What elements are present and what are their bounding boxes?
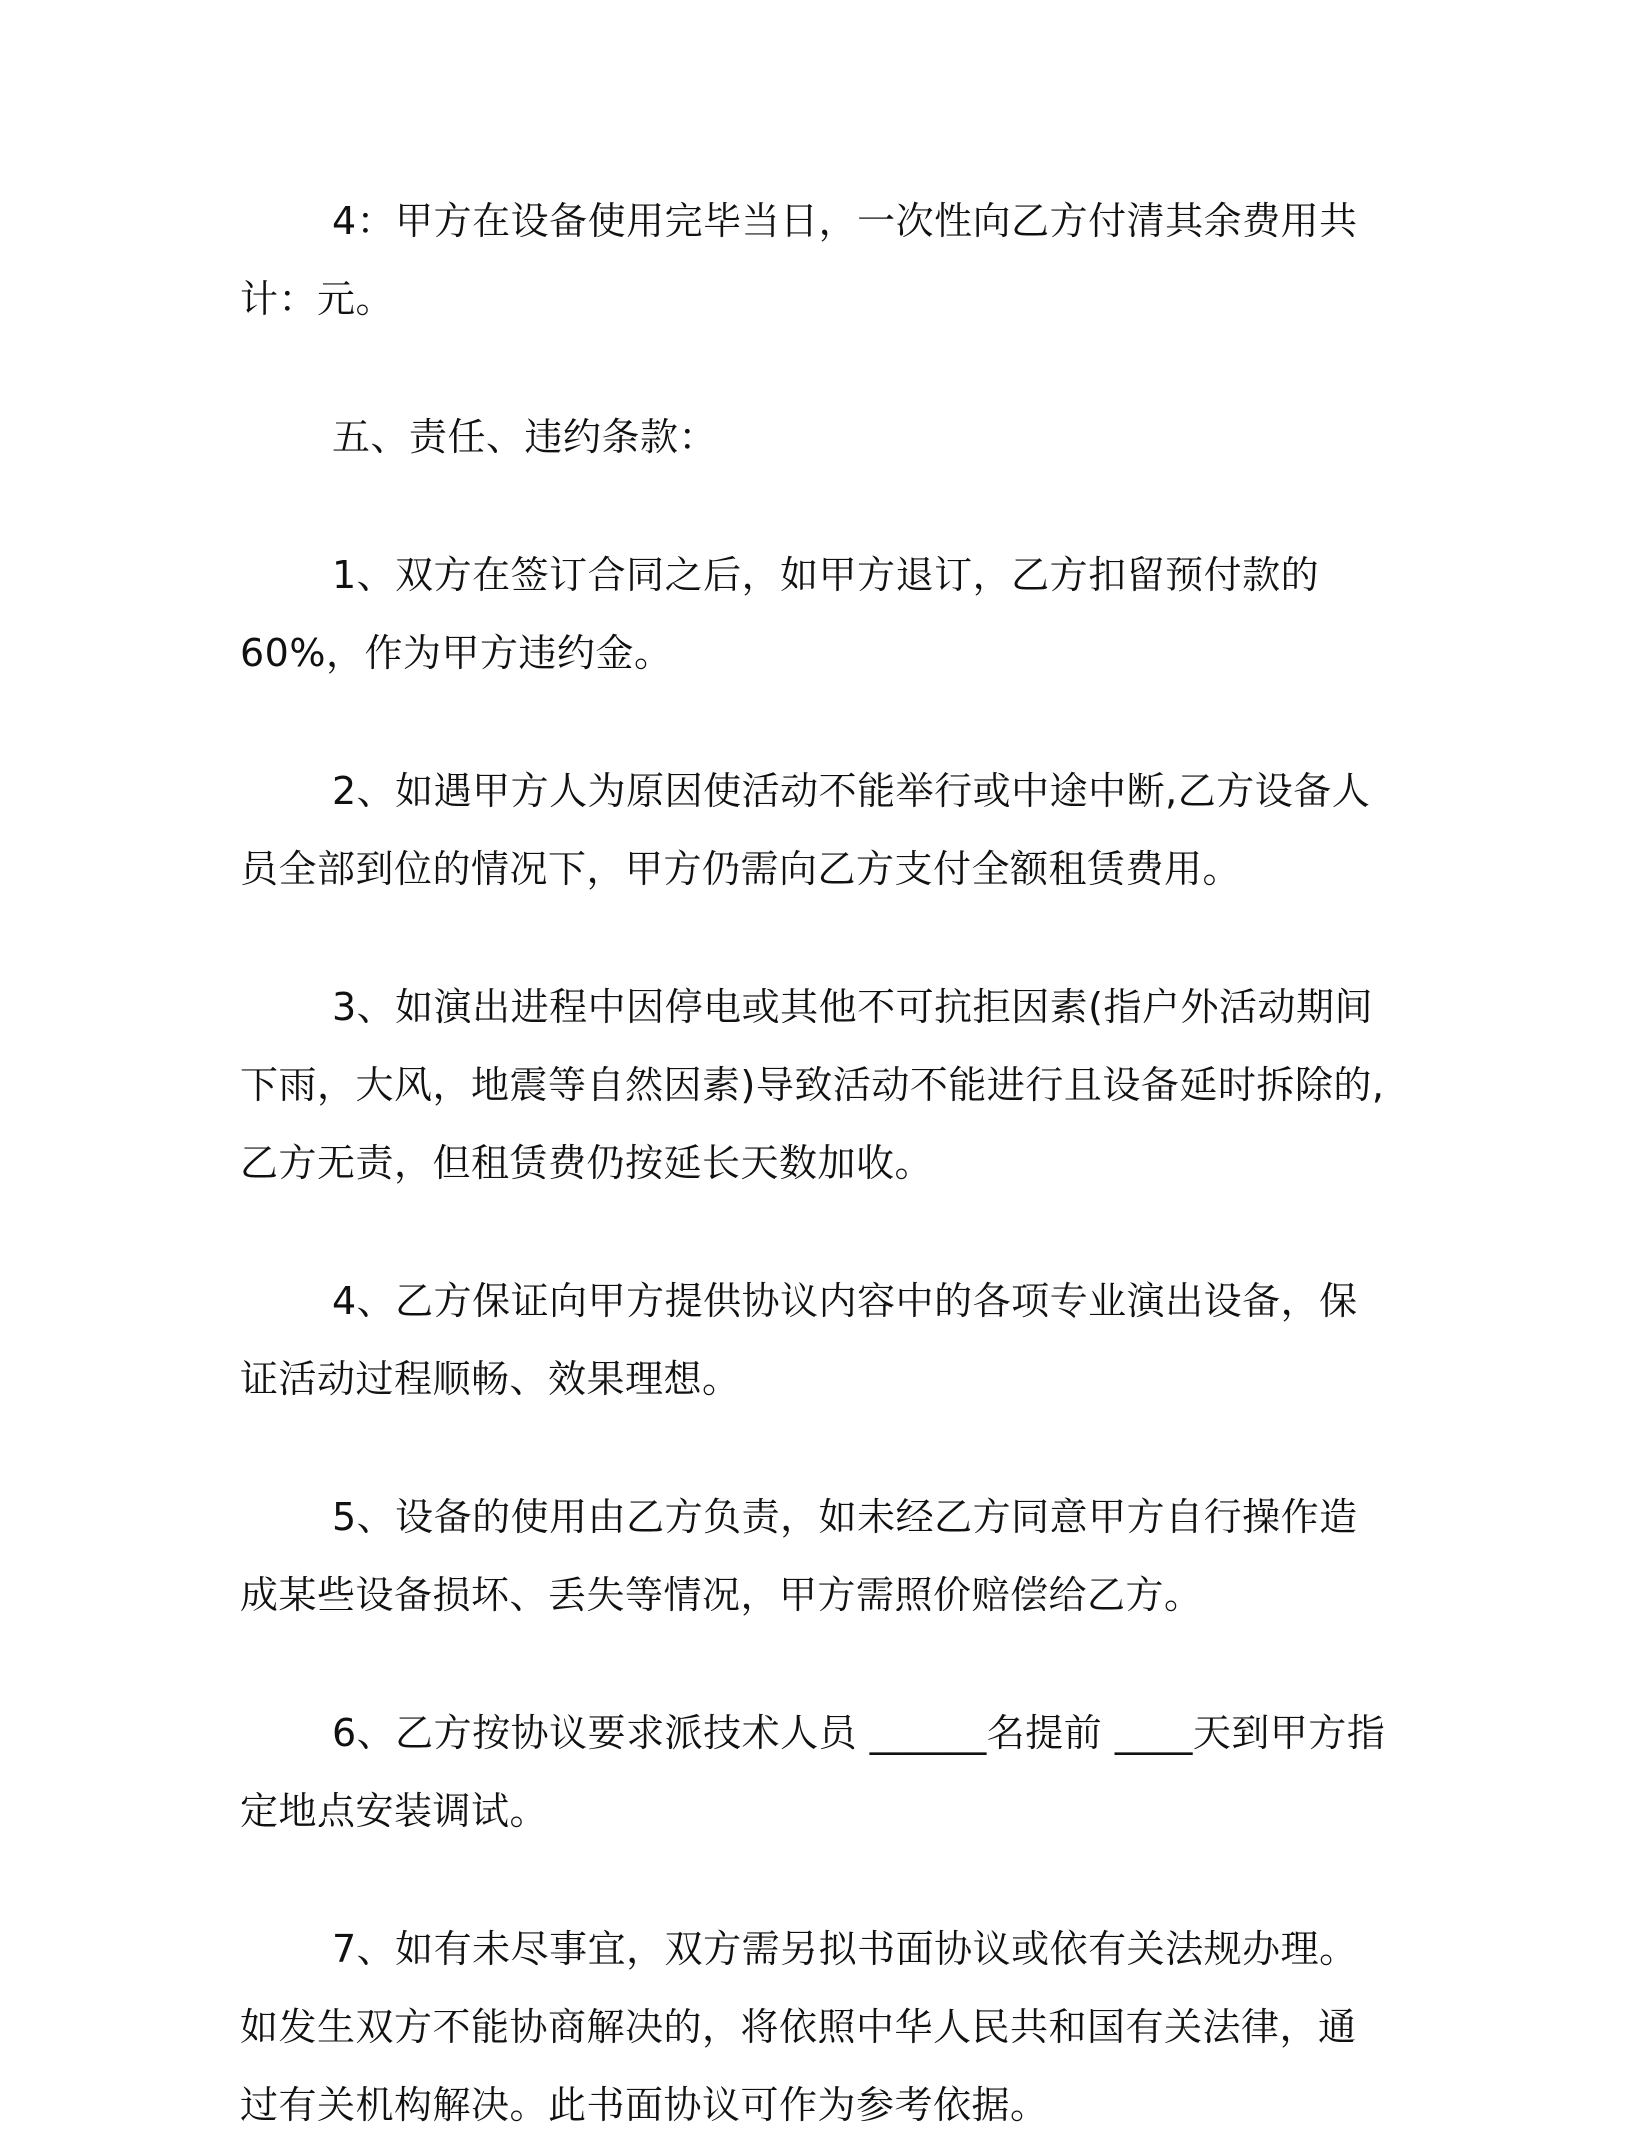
clause-6-technicians: 6、乙方按协议要求派技术人员 ______名提前 ____天到甲方指定地点安装调试。 bbox=[240, 1711, 1386, 1833]
clause-2-interruption: 2、如遇甲方人为原因使活动不能举行或中途中断,乙方设备人员全部到位的情况下，甲方仍需向乙方支付全额租赁费用。 bbox=[240, 769, 1371, 891]
clause-1-cancellation: 1、双方在签订合同之后，如甲方退订，乙方扣留预付款的 60%，作为甲方违约金。 bbox=[240, 553, 1320, 675]
clause-7-other-matters: 7、如有未尽事宜，双方需另拟书面协议或依有关法规办理。如发生双方不能协商解决的，将依照中华人民共和国有关法律，通过有关机构解决。此书面协议可作为参考依据。 bbox=[240, 1927, 1358, 2127]
paragraph-payment-balance: 4：甲方在设备使用完毕当日，一次性向乙方付清其余费用共计：元。 bbox=[240, 199, 1358, 321]
clause-3-force-majeure: 3、如演出进程中因停电或其他不可抗拒因素(指户外活动期间下雨，大风，地震等自然因素)导致活动不能进行且设备延时拆除的,乙方无责，但租赁费仍按延长天数加收。 bbox=[240, 985, 1385, 1185]
clause-5-equipment-damage: 5、设备的使用由乙方负责，如未经乙方同意甲方自行操作造成某些设备损坏、丢失等情况，甲方需照价赔偿给乙方。 bbox=[240, 1495, 1358, 1617]
clause-4-equipment-guarantee: 4、乙方保证向甲方提供协议内容中的各项专业演出设备，保证活动过程顺畅、效果理想。 bbox=[240, 1279, 1358, 1401]
section-heading-liability: 五、责任、违约条款： bbox=[332, 415, 718, 459]
document-body bbox=[240, 182, 1386, 2144]
